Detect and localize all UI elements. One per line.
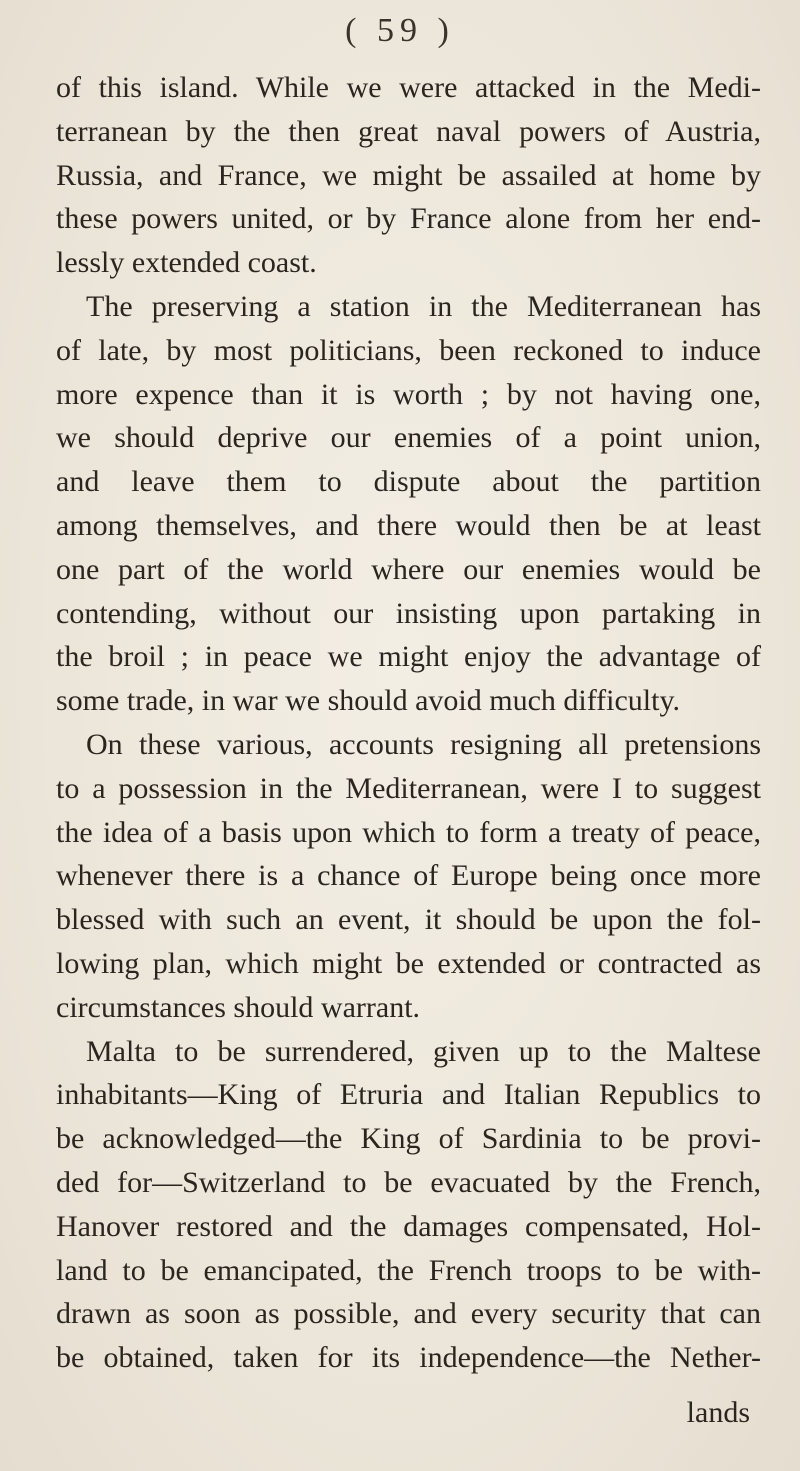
text-line: land to be emancipated, the French troops to be with-	[56, 1253, 761, 1287]
text-line: The preserving a station in the Mediterranean has	[86, 289, 761, 323]
text-line: we should deprive our enemies of a point union,	[56, 421, 761, 455]
text-line: the idea of a basis upon which to form a treaty of peace,	[56, 815, 761, 849]
text-line: one part of the world where our enemies would be	[56, 552, 761, 586]
body-text	[56, 66, 761, 1380]
text-line: of this island. While we were attacked in the Medi-	[56, 71, 761, 104]
text-line: lowing plan, which might be extended or contracted as	[56, 946, 761, 980]
text-line: blessed with such an event, it should be upon the fol-	[56, 903, 761, 937]
text-line: more expence than it is worth ; by not having one,	[56, 377, 761, 411]
text-line: inhabitants—King of Etruria and Italian Republics to	[56, 1078, 761, 1112]
text-line: terranean by the then great naval powers of Austria,	[56, 114, 761, 148]
text-line: these powers united, or by France alone from her end-	[56, 202, 761, 236]
text-line: contending, without our insisting upon partaking in	[56, 596, 761, 630]
text-line: and leave them to dispute about the partition	[56, 465, 761, 499]
text-line: lessly extended coast.	[56, 246, 317, 280]
text-line: drawn as soon as possible, and every security that can	[56, 1297, 761, 1331]
text-line: to a possession in the Mediterranean, were I to suggest	[56, 771, 761, 805]
text-line: be acknowledged—the King of Sardinia to be provi-	[56, 1122, 761, 1156]
text-line: of late, by most politicians, been reckoned to induce	[56, 333, 761, 367]
text-line: circumstances should warrant.	[56, 990, 421, 1024]
text-line: Malta to be surrendered, given up to the Maltese	[86, 1034, 761, 1068]
text-line: be obtained, taken for its independence—the Nether-	[56, 1341, 761, 1375]
page-number: ( 59 )	[345, 12, 455, 49]
text-line: Russia, and France, we might be assailed at home by	[56, 158, 761, 192]
text-line: On these various, accounts resigning all pretensions	[86, 727, 761, 761]
text-line: the broil ; in peace we might enjoy the advantage of	[56, 640, 761, 674]
text-line: ded for—Switzerland to be evacuated by the French,	[56, 1165, 761, 1199]
text-line: Hanover restored and the damages compensated, Hol-	[56, 1209, 761, 1243]
text-line: some trade, in war we should avoid much difficulty.	[56, 684, 681, 718]
text-line: among themselves, and there would then be at least	[56, 508, 761, 542]
text-line: whenever there is a chance of Europe being once more	[56, 859, 761, 893]
catchword: lands	[686, 1396, 750, 1429]
